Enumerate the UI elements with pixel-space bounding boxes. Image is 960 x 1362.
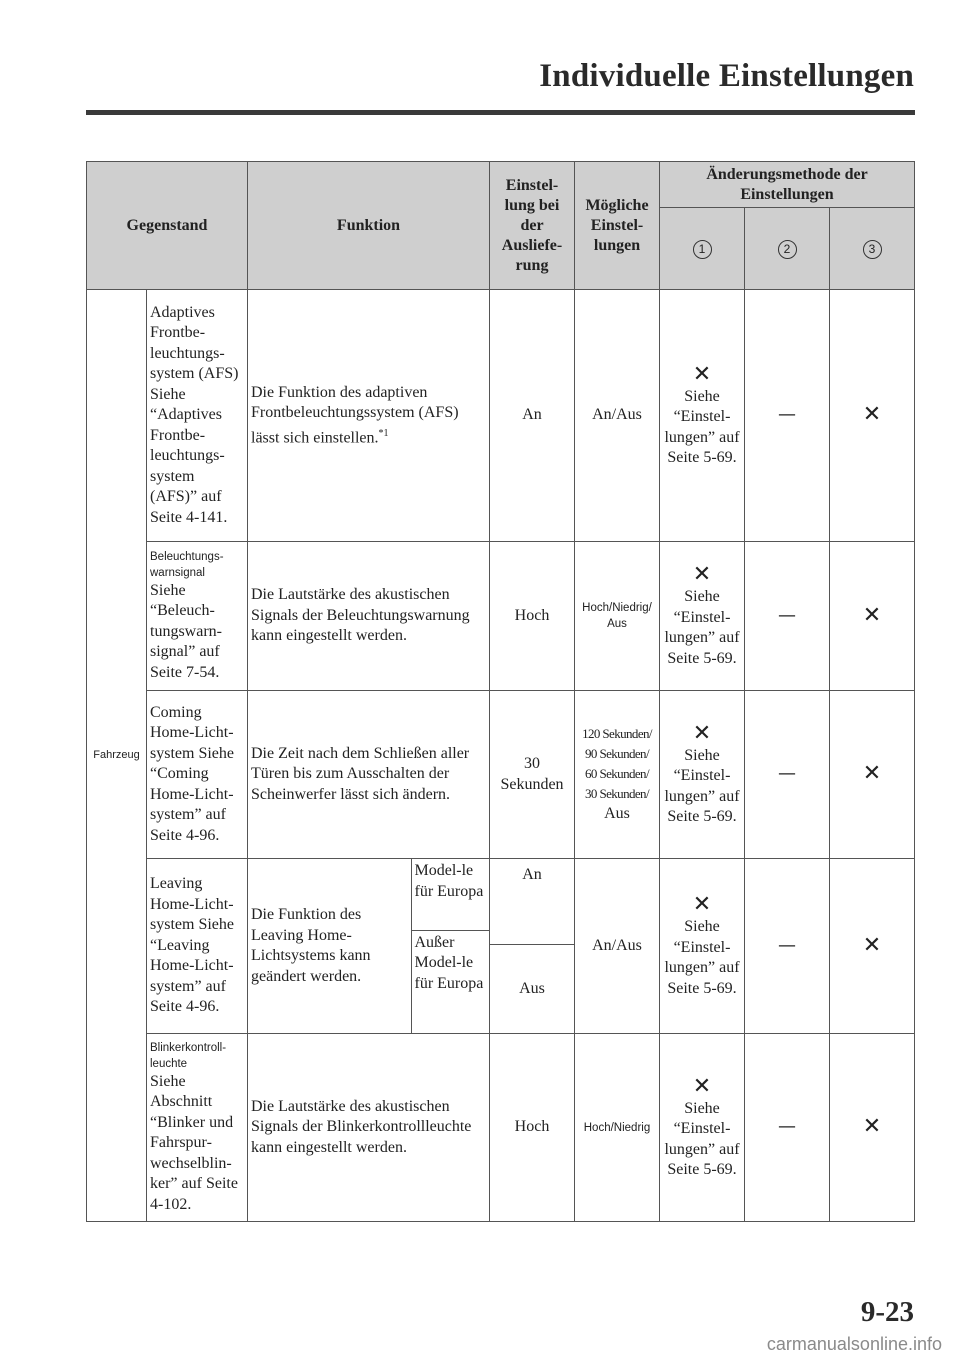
method-1-cell [660, 859, 745, 1034]
option-item: 30 Sekunden/ [585, 786, 649, 802]
model-eu-label: Model-le für Europa [411, 859, 490, 930]
function-text: Die Funktion des Leaving Home-Lichtsystems kann geändert werden. [248, 859, 411, 1033]
item-cell [147, 290, 248, 542]
header-method-2 [745, 208, 830, 290]
table-row [87, 691, 915, 859]
default-cell: 30 Sekunden [490, 691, 575, 859]
options-cell: An/Aus [575, 290, 660, 542]
cross-icon: ✕ [692, 720, 712, 746]
cross-icon: ✕ [830, 1034, 915, 1222]
item-text: Siehe “Beleuch-tungswarn-signal” auf Seite 7-54. [150, 581, 222, 681]
method-2-cell: — [745, 542, 830, 691]
method-1-cell [660, 290, 745, 542]
header-gegenstand: Gegenstand [87, 162, 248, 290]
item-title: Blinkerkontroll-leuchte [150, 1041, 227, 1070]
default-cell: Hoch [490, 542, 575, 691]
circled-number-1: 1 [693, 240, 712, 259]
category-cell: Fahrzeug [87, 290, 147, 1222]
cross-icon: ✕ [830, 542, 915, 691]
watermark[interactable]: carmanualsonline.info [766, 1334, 942, 1354]
cross-icon: ✕ [692, 361, 712, 387]
function-cell: Die Lautstärke des akustischen Signals der Blinkerkontrollleuchte kann eingestellt werden. [248, 1034, 490, 1222]
function-text: Die Funktion des adaptiven Frontbeleuchtungssystem (AFS) lässt sich einstellen. [251, 383, 459, 446]
footnote-ref: *1 [378, 427, 389, 439]
header-methode: Änderungsmethode der Einstellungen [660, 162, 915, 208]
cross-icon: ✕ [692, 1073, 712, 1099]
settings-table [86, 161, 915, 1222]
table-row [87, 859, 915, 945]
see-reference: Siehe “Einstel-lungen” auf Seite 5-69. [664, 387, 740, 466]
table-row [87, 1034, 915, 1222]
function-cell [248, 859, 490, 1034]
function-cell: Die Zeit nach dem Schließen aller Türen bis zum Ausschalten der Scheinwerfer lässt sich ändern. [248, 691, 490, 859]
option-item: 120 Sekunden/ [582, 726, 652, 742]
circled-number-3: 3 [863, 240, 882, 259]
method-1-cell [660, 542, 745, 691]
method-2-cell: — [745, 691, 830, 859]
item-title: Beleuchtungs-warnsignal [150, 550, 224, 579]
item-text: Adaptives Frontbe-leuchtungs-system (AFS) Siehe “Adaptives Frontbe-leuchtungs-system (AFS)” auf Seite 4-141. [150, 303, 239, 526]
cross-icon: ✕ [830, 859, 915, 1034]
item-cell [147, 1034, 248, 1222]
default-cell: An [490, 290, 575, 542]
option-item: 60 Sekunden/ [585, 766, 649, 782]
see-reference: Siehe “Einstel-lungen” auf Seite 5-69. [664, 1099, 740, 1178]
options-cell: An/Aus [575, 859, 660, 1034]
header-method-1 [660, 208, 745, 290]
options-cell: Hoch/Niedrig [575, 1034, 660, 1222]
item-cell [147, 542, 248, 691]
function-cell [248, 290, 490, 542]
method-1-cell [660, 1034, 745, 1222]
header-einstellung: Einstel-lung bei der Ausliefe-rung [490, 162, 575, 290]
title-rule [86, 110, 915, 115]
header-method-3 [830, 208, 915, 290]
cross-icon: ✕ [692, 562, 712, 587]
options-cell [575, 691, 660, 859]
function-subtable [248, 859, 490, 1033]
cross-icon: ✕ [830, 691, 915, 859]
page-number: 9-23 [860, 1296, 914, 1328]
header-funktion: Funktion [248, 162, 490, 290]
item-cell: Coming Home-Licht-system Siehe “Coming Home-Licht-system” auf Seite 4-96. [147, 691, 248, 859]
circled-number-2: 2 [778, 240, 797, 259]
method-2-cell: — [745, 859, 830, 1034]
page-title: Individuelle Einstellungen [539, 58, 914, 94]
cross-icon: ✕ [692, 892, 712, 917]
item-text: Siehe Abschnitt “Blinker und Fahrspur-wechselblin-ker” auf Seite 4-102. [150, 1072, 238, 1213]
table-row [87, 542, 915, 691]
default-cell: Hoch [490, 1034, 575, 1222]
method-2-cell: — [745, 1034, 830, 1222]
method-2-cell: — [745, 290, 830, 542]
see-reference: Siehe “Einstel-lungen” auf Seite 5-69. [664, 746, 740, 825]
option-item: Aus [604, 805, 630, 823]
header-moegliche: Mögliche Einstel-lungen [575, 162, 660, 290]
options-cell: Hoch/Niedrig/ Aus [575, 542, 660, 691]
see-reference: Siehe “Einstel-lungen” auf Seite 5-69. [664, 918, 740, 997]
cross-icon: ✕ [830, 290, 915, 542]
item-cell: Leaving Home-Licht-system Siehe “Leaving Home-Licht-system” auf Seite 4-96. [147, 859, 248, 1034]
method-1-cell [660, 691, 745, 859]
default-eu-cell: An [490, 859, 575, 945]
table-row [87, 290, 915, 542]
model-other-label: Außer Model-le für Europa [414, 933, 484, 992]
option-item: 90 Sekunden/ [585, 746, 649, 762]
see-reference: Siehe “Einstel-lungen” auf Seite 5-69. [664, 588, 740, 667]
function-cell: Die Lautstärke des akustischen Signals der Beleuchtungswarnung kann eingestellt werden. [248, 542, 490, 691]
default-other-cell: Aus [490, 945, 575, 1034]
